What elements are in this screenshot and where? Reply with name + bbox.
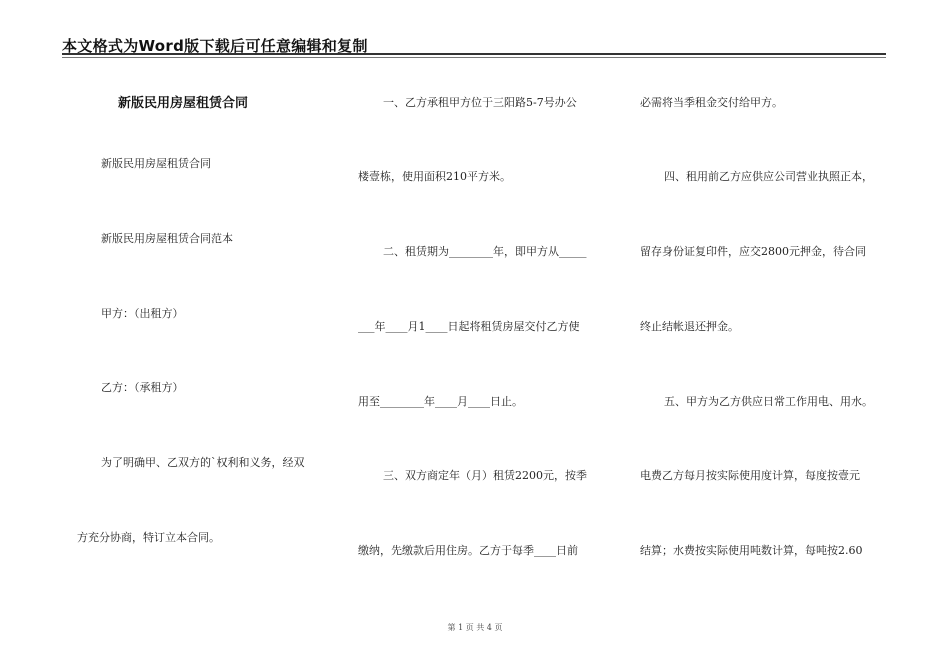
col1-line-6: 方充分协商，特订立本合同。 — [77, 531, 220, 544]
col1-line-3: 甲方：（出租方） — [101, 307, 184, 320]
page-header-title: 本文格式为Word版下载后可任意编辑和复制 — [62, 37, 368, 55]
col1-line-4: 乙方：（承租方） — [101, 381, 184, 394]
col2-line-7: 缴纳，先缴款后用住房。乙方于每季____日前 — [358, 544, 578, 557]
col3-line-5: 五、甲方为乙方供应日常工作用电、用水。 — [664, 395, 873, 408]
col2-line-4: ___年____月1____日起将租赁房屋交付乙方使 — [358, 320, 580, 333]
col2-line-1: 一、乙方承租甲方位于三阳路5-7号办公 — [383, 96, 577, 109]
col3-line-1: 必需将当季租金交付给甲方。 — [640, 96, 783, 109]
page-number-footer: 第 1 页 共 4 页 — [447, 623, 503, 632]
header-divider-thin — [62, 57, 886, 58]
document-title: 新版民用房屋租赁合同 — [118, 96, 249, 111]
col1-line-5: 为了明确甲、乙双方的`权利和义务，经双 — [101, 456, 305, 469]
col3-line-6: 电费乙方每月按实际使用度计算，每度按壹元 — [640, 469, 860, 482]
col3-line-3: 留存身份证复印件，应交2800元押金，待合同 — [640, 245, 866, 258]
col2-line-2: 楼壹栋，使用面积210平方米。 — [358, 170, 511, 183]
col3-line-2: 四、租用前乙方应供应公司营业执照正本， — [664, 170, 873, 183]
col1-line-1: 新版民用房屋租赁合同 — [101, 157, 211, 170]
col2-line-3: 二、租赁期为________年，即甲方从_____ — [383, 245, 587, 258]
col2-line-5: 用至________年____月____日止。 — [358, 395, 523, 408]
col2-line-6: 三、双方商定年（月）租赁2200元，按季 — [383, 469, 587, 482]
col3-line-4: 终止结帐退还押金。 — [640, 320, 739, 333]
col3-line-7: 结算；水费按实际使用吨数计算，每吨按2.60 — [640, 544, 863, 557]
header-divider-thick — [62, 53, 886, 55]
col1-line-2: 新版民用房屋租赁合同范本 — [101, 232, 233, 245]
